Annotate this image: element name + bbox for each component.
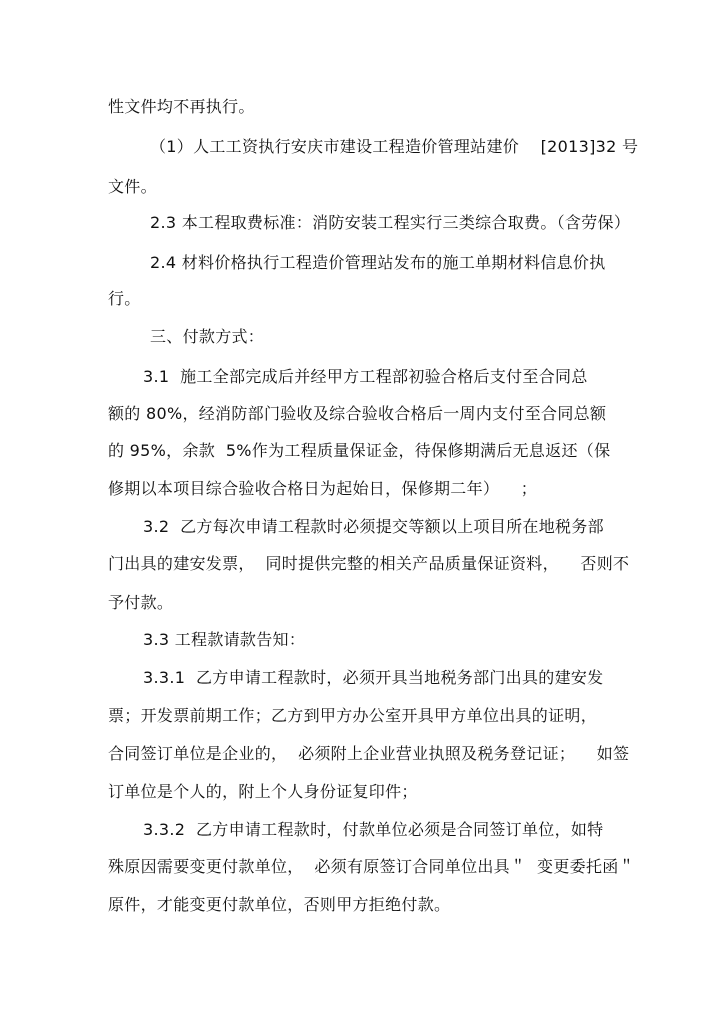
text-line: 殊原因需要变更付款单位， 必须有原签订合同单位出具＂ 变更委托函＂	[108, 857, 635, 876]
text-line: 票；开发票前期工作；乙方到甲方办公室开具甲方单位出具的证明，	[108, 706, 598, 725]
text-line: 予付款。	[108, 593, 174, 612]
section-heading: 三、付款方式：	[150, 327, 265, 346]
text-line: 修期以本项目综合验收合格日为起始日，保修期二年） ；	[108, 479, 538, 498]
text-line: 订单位是个人的，附上个人身份证复印件；	[108, 782, 418, 801]
text-line: 合同签订单位是企业的， 必须附上企业营业执照及税务登记证； 如签	[108, 744, 630, 763]
text-line: 行。	[108, 289, 141, 308]
text-line: 额的 80%，经消防部门验收及综合验收合格后一周内支付至合同总额	[108, 404, 607, 423]
text-line: 性文件均不再执行。	[108, 97, 255, 116]
text-line: 的 95%，余款 5%作为工程质量保证金，待保修期满后无息返还（保	[108, 441, 611, 460]
text-line: 2.4 材料价格执行工程造价管理站发布的施工单期材料信息价执	[150, 253, 606, 272]
text-line: 2.3 本工程取费标准：消防安装工程实行三类综合取费。（含劳保）	[150, 213, 631, 232]
text-line: 文件。	[108, 177, 157, 196]
text-line: 门出具的建安发票， 同时提供完整的相关产品质量保证资料， 否则不	[108, 554, 630, 573]
text-line: 原件，才能变更付款单位，否则甲方拒绝付款。	[108, 895, 451, 914]
text-line: 3.3.2 乙方申请工程款时，付款单位必须是合同签订单位，如特	[143, 820, 604, 839]
text-line: 3.1 施工全部完成后并经甲方工程部初验合格后支付至合同总	[143, 367, 588, 386]
subsection-heading: 3.3 工程款请款告知：	[143, 630, 306, 649]
text-line: 3.3.1 乙方申请工程款时，必须开具当地税务部门出具的建安发	[143, 668, 604, 687]
text-line: （1）人工工资执行安庆市建设工程造价管理站建价 [2013]32 号	[150, 137, 639, 156]
text-line: 3.2 乙方每次申请工程款时必须提交等额以上项目所在地税务部	[143, 517, 604, 536]
